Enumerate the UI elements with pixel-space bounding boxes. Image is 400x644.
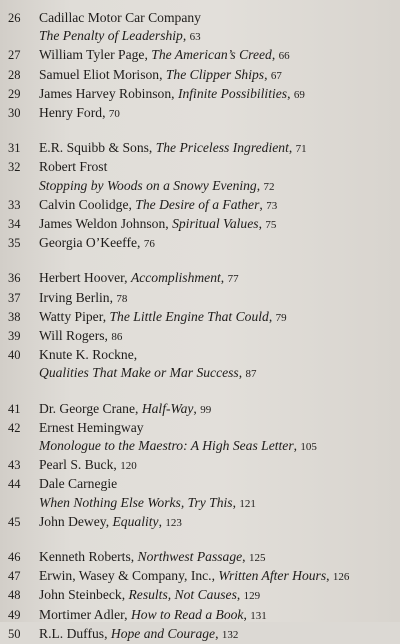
entry-page-number: 78 [116,292,128,305]
entry-number: 37 [8,290,21,305]
entry-page-number: 75 [265,219,277,232]
entry-page-number: 66 [278,50,290,63]
entry-continuation-line: Qualities That Make or Mar Success, 87 [39,365,257,381]
entry-line: Erwin, Wasey & Company, Inc., Written After Hours, 126 [39,568,350,584]
entry-title: The Clipper Ships [165,66,265,82]
entry-number: 50 [8,626,21,641]
entry-page-number: 76 [143,238,155,251]
entry-author: Cadillac Motor Car Company [39,10,201,25]
entry-line: William Tyler Page, The American’s Creed, 66 [39,47,290,63]
entry-line: Henry Ford, 70 [39,105,120,121]
entry-author: E.R. Squibb & Sons [39,140,149,156]
entry-page-number: 99 [200,403,212,416]
toc-entry [8,456,394,475]
entry-continuation-line: Monologue to the Maestro: A High Seas Letter, 105 [39,438,317,454]
entry-title: Stopping by Woods on a Snowy Evening [39,177,257,193]
entry-author: Robert Frost [39,159,108,175]
entry-text [39,139,394,158]
entry-page-number: 120 [120,460,137,473]
entry-author: William Tyler Page [39,47,145,63]
entry-text [39,456,394,475]
entry-text [39,513,394,532]
entry-text [39,158,394,195]
entry-page-number: 67 [270,69,282,82]
entry-text [39,215,394,234]
entry-number: 30 [8,106,21,121]
toc-entry [8,104,394,123]
entry-number: 33 [8,197,21,212]
entry-page-number: 129 [243,590,261,603]
entry-number: 31 [8,141,21,156]
entry-line: Kenneth Roberts, Northwest Passage, 125 [39,549,266,565]
entry-page-number: 77 [227,273,239,286]
entry-author: Mortimer Adler [39,606,125,622]
toc-entry [8,139,394,158]
entry-number: 42 [8,420,21,435]
entry-line [39,158,394,176]
toc-entry [8,400,394,419]
entry-line: Mortimer Adler, How to Read a Book, 131 [39,606,267,622]
entry-line: E.R. Squibb & Sons, The Priceless Ingredient, 71 [39,140,307,156]
entry-text [39,475,394,512]
entry-number: 27 [8,48,21,63]
entry-line [39,419,394,437]
toc-entry [8,85,394,104]
entry-author: Herbert Hoover [39,270,125,286]
entry-author: Pearl S. Buck [39,457,114,473]
toc-entry [8,625,394,644]
entry-title: Monologue to the Maestro: A High Seas Letter [39,438,294,454]
toc-entry [8,586,394,605]
entry-line: Pearl S. Buck, 120 [39,457,137,473]
entry-text [39,46,394,65]
toc-entry [8,513,394,532]
toc-entry [8,234,394,253]
toc-entry [8,66,394,85]
entry-line [39,475,394,493]
entry-continuation-line: The Penalty of Leadership, 63 [39,28,201,44]
entry-title: Written After Hours [218,568,327,584]
entry-page-number: 70 [108,108,120,121]
entry-author: James Weldon Johnson [39,216,166,232]
entry-text [39,66,394,85]
entry-page-number: 123 [165,516,182,529]
entry-page-number: 86 [111,331,123,344]
toc-entry [8,196,394,215]
entry-page-number: 79 [275,311,287,324]
entry-author: Erwin, Wasey & Company, Inc. [39,568,212,584]
entry-line: Herbert Hoover, Accomplishment, 77 [39,270,239,286]
entry-author: Henry Ford [39,105,103,121]
entry-page-number: 72 [263,180,275,193]
entry-line: John Steinbeck, Results, Not Causes, 129 [39,587,261,603]
entry-text [39,196,394,215]
entry-author: John Steinbeck [39,587,122,603]
entry-author: Georgia O’Keeffe [39,235,138,251]
toc-entry [8,308,394,327]
toc-list [8,9,394,644]
entry-number: 39 [8,329,21,344]
entry-author: Knute K. Rockne, [39,347,138,363]
entry-author: Samuel Eliot Morison [39,66,160,82]
entry-title: The Desire of a Father [135,196,260,212]
entry-line: Will Rogers, 86 [39,328,123,344]
entry-text [39,606,394,625]
entry-number: 28 [8,67,21,82]
entry-page-number: 126 [332,571,350,584]
entry-page-number: 63 [189,31,201,44]
toc-entry [8,46,394,65]
entry-number: 45 [8,514,21,529]
entry-text [39,400,394,419]
entry-text [39,327,394,346]
toc-entry [8,215,394,234]
entry-line: Calvin Coolidge, The Desire of a Father, 73 [39,196,278,212]
entry-number: 38 [8,309,21,324]
entry-number: 48 [8,588,21,603]
toc-entry [8,567,394,586]
entry-line: Dr. George Crane, Half-Way, 99 [39,400,212,416]
entry-text [39,9,394,46]
toc-group [8,400,394,532]
entry-number: 40 [8,348,21,363]
entry-title: Accomplishment [130,270,221,286]
entry-text [39,234,394,253]
entry-page-number: 87 [245,368,257,381]
entry-text [39,346,394,383]
toc-entry [8,158,394,195]
toc-group [8,139,394,253]
entry-author: John Dewey [39,513,106,529]
entry-text [39,308,394,327]
entry-title: When Nothing Else Works, Try This [39,494,233,510]
entry-title: Results, Not Causes [128,587,237,603]
entry-page-number: 69 [293,88,305,101]
entry-title: Infinite Possibilities [177,85,288,101]
toc-entry [8,606,394,625]
entry-number: 35 [8,236,21,251]
entry-line: R.L. Duffus, Hope and Courage, 132 [39,625,239,641]
entry-title: The American’s Creed [151,47,272,63]
entry-page-number: 73 [266,199,278,212]
entry-author: Calvin Coolidge [39,196,129,212]
entry-title: How to Read a Book [130,606,244,622]
entry-number: 41 [8,401,21,416]
entry-title: Half-Way [141,400,194,416]
entry-text [39,104,394,123]
toc-group [8,548,394,644]
entry-author: Kenneth Roberts [39,549,131,565]
entry-text [39,269,394,288]
entry-line: Samuel Eliot Morison, The Clipper Ships, 67 [39,66,282,82]
entry-title: Spiritual Values [172,216,259,232]
toc-entry [8,9,394,46]
entry-number: 49 [8,607,21,622]
toc-entry [8,419,394,456]
toc-entry [8,269,394,288]
entry-author: R.L. Duffus [39,625,105,641]
entry-author: James Harvey Robinson [39,85,172,101]
entry-author: Watty Piper [39,308,103,324]
entry-text [39,586,394,605]
entry-number: 29 [8,86,21,101]
entry-title: Equality [112,513,159,529]
entry-line [39,346,394,364]
entry-title: The Penalty of Leadership [39,28,183,44]
entry-number: 44 [8,477,21,492]
entry-title: Hope and Courage [110,625,216,641]
toc-entry [8,346,394,383]
toc-entry [8,289,394,308]
entry-page-number: 132 [221,628,239,641]
entry-text [39,85,394,104]
entry-author: Ernest Hemingway [39,419,144,435]
entry-text [39,548,394,567]
entry-title: The Little Engine That Could [109,308,269,324]
entry-author: Will Rogers [39,328,105,344]
entry-author: Irving Berlin [39,289,110,305]
toc-entry [8,475,394,512]
entry-line [39,9,394,27]
entry-line: Watty Piper, The Little Engine That Could, 79 [39,308,287,324]
entry-number: 36 [8,271,21,286]
entry-page-number: 121 [239,497,256,510]
entry-text [39,419,394,456]
entry-number: 47 [8,569,21,584]
entry-page-number: 125 [248,552,266,565]
entry-line: James Harvey Robinson, Infinite Possibilities, 69 [39,85,305,101]
entry-number: 46 [8,550,21,565]
entry-continuation-line: Stopping by Woods on a Snowy Evening, 72 [39,177,275,193]
entry-number: 26 [8,11,21,25]
entry-page-number: 71 [295,143,307,156]
entry-page-number: 105 [300,441,317,454]
entry-title: Qualities That Make or Mar Success [39,365,239,381]
entry-text [39,289,394,308]
entry-continuation-line: When Nothing Else Works, Try This, 121 [39,494,256,510]
toc-entry [8,548,394,567]
toc-group [8,269,394,383]
toc-entry [8,327,394,346]
entry-author: Dale Carnegie [39,476,118,492]
entry-text [39,567,394,586]
entry-line: John Dewey, Equality, 123 [39,513,182,529]
entry-number: 32 [8,160,21,175]
entry-number: 43 [8,458,21,473]
entry-number: 34 [8,217,21,232]
entry-line: Irving Berlin, 78 [39,289,128,305]
entry-title: Northwest Passage [137,549,243,565]
entry-page-number: 131 [250,609,267,622]
entry-text [39,625,394,644]
toc-group [8,9,394,123]
entry-title: The Priceless Ingredient [155,140,289,156]
entry-line: James Weldon Johnson, Spiritual Values, 75 [39,216,277,232]
entry-author: Dr. George Crane [39,400,136,416]
entry-line: Georgia O’Keeffe, 76 [39,235,155,251]
